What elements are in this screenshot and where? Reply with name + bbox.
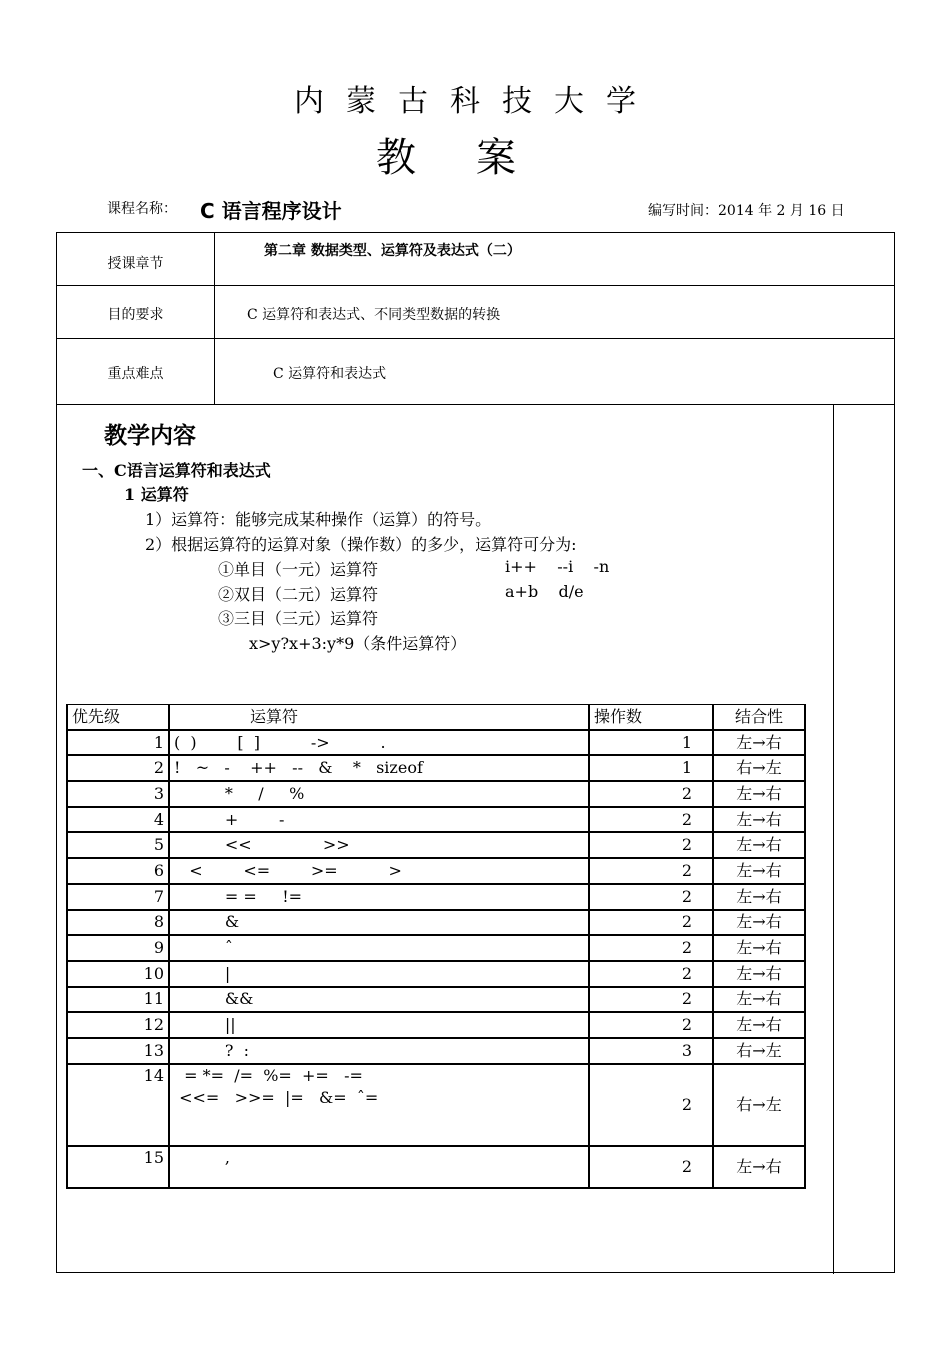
- operands-cell: 2: [589, 935, 713, 961]
- table-row: [67, 910, 805, 936]
- key-label: 重点难点: [107, 366, 164, 382]
- operands-cell: 2: [589, 858, 713, 884]
- priority-cell: 11: [67, 987, 169, 1013]
- associativity-cell: 左→右: [713, 961, 805, 987]
- table-row: [67, 1012, 805, 1038]
- text-line: x>y?x+3:y*9（条件运算符）: [249, 634, 467, 653]
- content-heading: 教学内容: [104, 423, 196, 449]
- university-title: 内蒙古科技大学: [294, 84, 658, 119]
- text-line: 1）运算符：能够完成某种操作（运算）的符号。: [145, 510, 492, 529]
- operands-cell: 1: [589, 755, 713, 781]
- table-row: [67, 987, 805, 1013]
- text-line: ②双目（二元）运算符: [218, 585, 379, 604]
- associativity-cell: 右→左: [713, 1064, 805, 1146]
- associativity-cell: 左→右: [713, 1146, 805, 1188]
- operator-cell: ! ~ - ++ -- & * sizeof: [169, 755, 589, 781]
- priority-cell: 2: [67, 755, 169, 781]
- course-name: C 语言程序设计: [200, 199, 342, 223]
- text-line: ③三目（三元）运算符: [218, 609, 379, 628]
- associativity-cell: 左→右: [713, 730, 805, 756]
- operator-cell: ,: [169, 1146, 589, 1188]
- header-priority: 优先级: [67, 705, 169, 730]
- table-row: [67, 884, 805, 910]
- associativity-cell: 左→右: [713, 1012, 805, 1038]
- operator-cell: ? :: [169, 1038, 589, 1064]
- text-line: ①单目（一元）运算符: [218, 560, 379, 579]
- row-divider: [57, 404, 894, 405]
- table-row: [67, 807, 805, 833]
- write-date: 编写时间：2014 年 2 月 16 日: [648, 203, 845, 219]
- goal-label: 目的要求: [107, 307, 164, 323]
- chapter-value: 第二章 数据类型、运算符及表达式（二）: [264, 243, 521, 259]
- table-row: [67, 1064, 805, 1146]
- example-text: a+b d/e: [505, 582, 584, 601]
- header-operands: 操作数: [589, 705, 713, 730]
- right-margin-divider: [833, 404, 834, 1274]
- operator-precedence-table: [66, 704, 806, 1189]
- key-value: C 运算符和表达式: [273, 366, 387, 382]
- operands-cell: 3: [589, 1038, 713, 1064]
- row-divider: [57, 285, 894, 286]
- operands-cell: 2: [589, 781, 713, 807]
- priority-cell: 15: [67, 1146, 169, 1188]
- header-operator: 运算符: [169, 705, 589, 730]
- label-divider: [214, 233, 215, 404]
- priority-cell: 10: [67, 961, 169, 987]
- associativity-cell: 左→右: [713, 935, 805, 961]
- priority-cell: 6: [67, 858, 169, 884]
- operands-cell: 2: [589, 1012, 713, 1038]
- operator-cell: * / %: [169, 781, 589, 807]
- priority-cell: 13: [67, 1038, 169, 1064]
- document-title: 教案: [376, 135, 576, 181]
- operator-cell: |: [169, 961, 589, 987]
- operator-cell: < <= >= >: [169, 858, 589, 884]
- operator-cell: + -: [169, 807, 589, 833]
- course-label: 课程名称：: [107, 201, 177, 217]
- table-row: [67, 730, 805, 756]
- priority-cell: 5: [67, 832, 169, 858]
- table-row: [67, 832, 805, 858]
- priority-cell: 4: [67, 807, 169, 833]
- row-divider: [57, 338, 894, 339]
- table-row: [67, 935, 805, 961]
- priority-cell: 9: [67, 935, 169, 961]
- operator-cell: ( ) [ ] -> .: [169, 730, 589, 756]
- operator-cell: << >>: [169, 832, 589, 858]
- operator-cell: &: [169, 910, 589, 936]
- operands-cell: 2: [589, 1146, 713, 1188]
- operands-cell: 2: [589, 884, 713, 910]
- header-associativity: 结合性: [713, 705, 805, 730]
- associativity-cell: 左→右: [713, 858, 805, 884]
- operands-cell: 2: [589, 910, 713, 936]
- priority-cell: 3: [67, 781, 169, 807]
- associativity-cell: 左→右: [713, 807, 805, 833]
- operands-cell: 2: [589, 1064, 713, 1146]
- associativity-cell: 右→左: [713, 1038, 805, 1064]
- table-row: [67, 1146, 805, 1188]
- priority-cell: 14: [67, 1064, 169, 1146]
- table-row: [67, 1038, 805, 1064]
- associativity-cell: 左→右: [713, 987, 805, 1013]
- associativity-cell: 左→右: [713, 910, 805, 936]
- associativity-cell: 左→右: [713, 781, 805, 807]
- table-row: [67, 961, 805, 987]
- goal-value: C 运算符和表达式、不同类型数据的转换: [247, 307, 501, 323]
- table-header-row: [67, 705, 805, 730]
- priority-cell: 8: [67, 910, 169, 936]
- operands-cell: 1: [589, 730, 713, 756]
- priority-cell: 12: [67, 1012, 169, 1038]
- priority-cell: 1: [67, 730, 169, 756]
- operands-cell: 2: [589, 961, 713, 987]
- table-row: [67, 781, 805, 807]
- example-text: i++ --i -n: [505, 557, 610, 576]
- section-heading: 一、C语言运算符和表达式: [82, 461, 271, 480]
- priority-cell: 7: [67, 884, 169, 910]
- table-row: [67, 858, 805, 884]
- operands-cell: 2: [589, 832, 713, 858]
- operator-cell: = *= /= %= += -= <<= >>= |= &= ˆ=: [169, 1064, 589, 1146]
- operands-cell: 2: [589, 987, 713, 1013]
- associativity-cell: 右→左: [713, 755, 805, 781]
- operator-cell: ||: [169, 1012, 589, 1038]
- operands-cell: 2: [589, 807, 713, 833]
- table-row: [67, 755, 805, 781]
- associativity-cell: 左→右: [713, 884, 805, 910]
- subsection-heading: 1 运算符: [124, 485, 189, 504]
- text-line: 2）根据运算符的运算对象（操作数）的多少，运算符可分为:: [145, 535, 577, 554]
- operator-cell: = = !=: [169, 884, 589, 910]
- chapter-label: 授课章节: [107, 256, 164, 272]
- operator-cell: ˆ: [169, 935, 589, 961]
- associativity-cell: 左→右: [713, 832, 805, 858]
- operator-cell: &&: [169, 987, 589, 1013]
